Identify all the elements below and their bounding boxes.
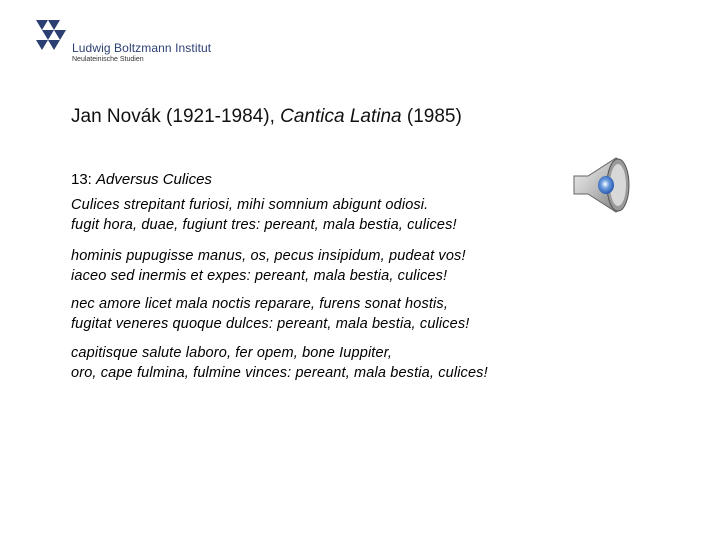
stanza-line: fugit hora, duae, fugiunt tres: pereant, mala bestia, culices! <box>71 217 457 233</box>
poem-heading <box>71 171 212 188</box>
page-title <box>71 106 462 128</box>
stanza-line: oro, cape fulmina, fulmine vinces: pereant, mala bestia, culices! <box>71 365 488 381</box>
title-prefix: Jan Novák (1921-1984), <box>71 106 281 127</box>
speaker-icon[interactable] <box>566 154 638 216</box>
stanza-4 <box>71 343 488 383</box>
poem-number: 13: <box>71 171 97 188</box>
stanza-1 <box>71 195 457 235</box>
logo-triangles-icon <box>34 18 74 54</box>
stanza-line: fugitat veneres quoque dulces: pereant, mala bestia, culices! <box>71 316 470 332</box>
stanza-2 <box>71 246 466 286</box>
stanza-3 <box>71 294 469 334</box>
title-suffix: (1985) <box>401 106 462 127</box>
stanza-line: iaceo sed inermis et expes: pereant, mala bestia, culices! <box>71 268 448 284</box>
poem-name: Adversus Culices <box>96 171 212 188</box>
stanza-line: Culices strepitant furiosi, mihi somnium abigunt odiosi. <box>71 197 429 213</box>
logo-name: Ludwig Boltzmann Institut <box>72 41 212 55</box>
logo-subtitle: Neulateinische Studien <box>72 56 144 63</box>
title-work: Cantica Latina <box>280 106 402 127</box>
stanza-line: capitisque salute laboro, fer opem, bone Iuppiter, <box>71 345 393 361</box>
stanza-line: hominis pupugisse manus, os, pecus insipidum, pudeat vos! <box>71 248 466 264</box>
stanza-line: nec amore licet mala noctis reparare, furens sonat hostis, <box>71 296 449 312</box>
institute-logo <box>34 18 234 68</box>
